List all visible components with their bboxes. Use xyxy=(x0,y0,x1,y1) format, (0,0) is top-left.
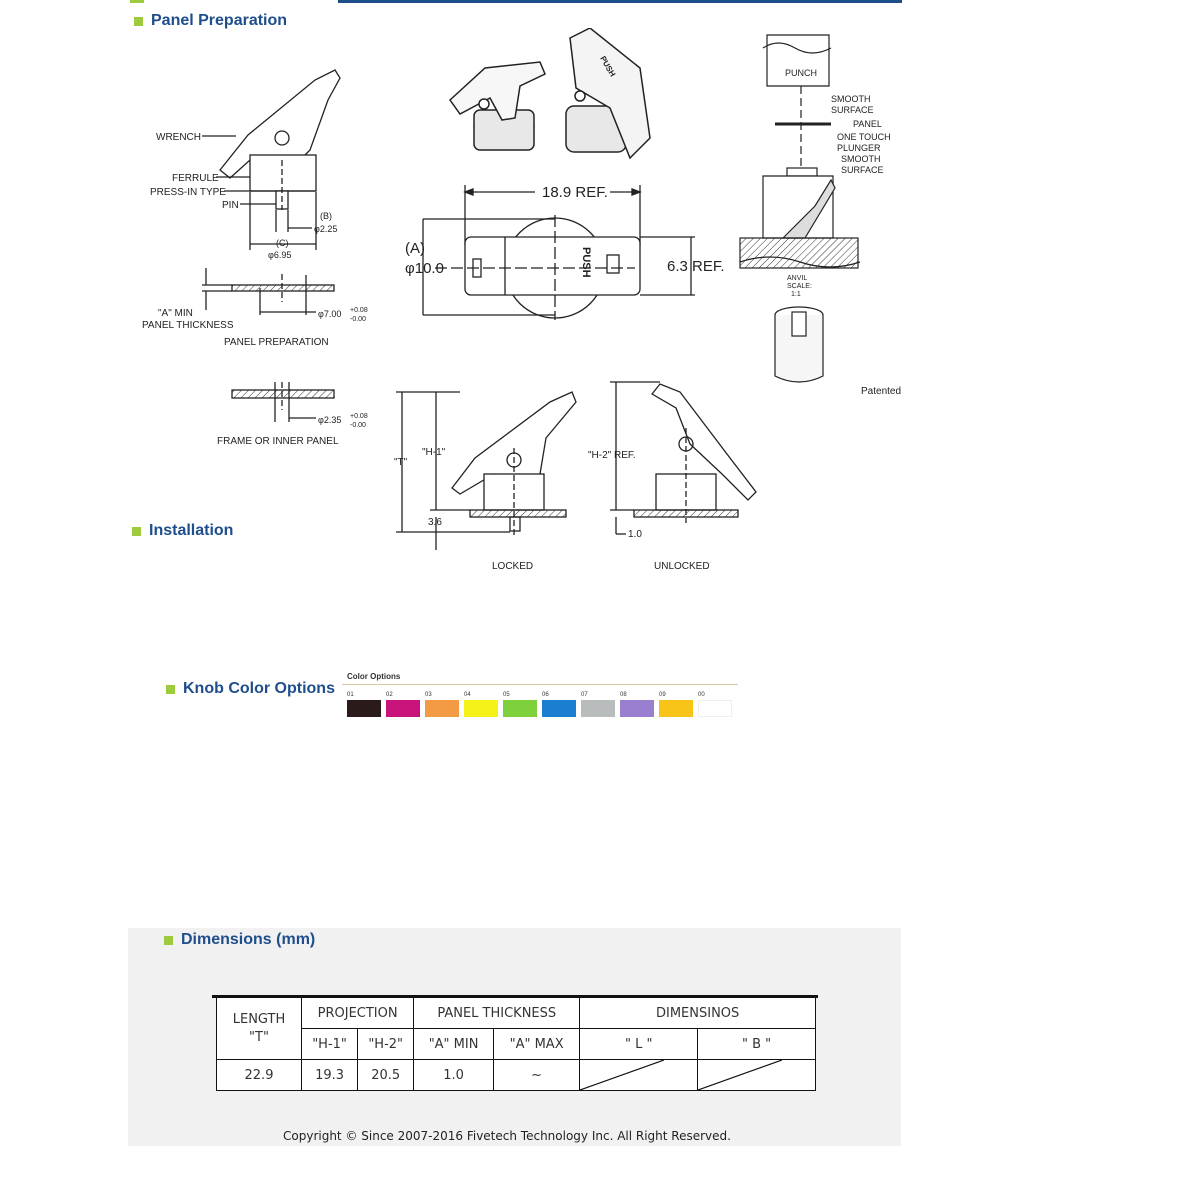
swatch-code: 08 xyxy=(620,692,627,698)
a-max-header: "A" MAX xyxy=(493,1029,579,1060)
c-value: φ6.95 xyxy=(268,250,292,260)
frame-tol-plus: +0.08 xyxy=(350,413,368,420)
frame-caption: FRAME OR INNER PANEL xyxy=(217,436,339,447)
smooth-surface-2-label: SMOOTH xyxy=(841,154,881,164)
diagonal-slash-icon xyxy=(698,1060,782,1090)
color-swatch[interactable] xyxy=(503,700,537,717)
swatch-code: 01 xyxy=(347,692,354,698)
h2-header: "H-2" xyxy=(358,1029,414,1060)
panel-preparation-drawing xyxy=(140,60,380,460)
frame-tol-minus: -0.00 xyxy=(350,422,366,429)
l-value-cell xyxy=(580,1060,698,1091)
height-ref-label: 6.3 REF. xyxy=(667,258,725,275)
panel-label: PANEL xyxy=(853,119,882,129)
b-value-cell xyxy=(698,1060,816,1091)
length-header-sub: "T" xyxy=(249,1029,269,1045)
t-label: "T" xyxy=(394,457,408,468)
h2-label: "H-2" REF. xyxy=(588,450,636,461)
color-options-title: Color Options xyxy=(347,672,401,681)
dimensions-table xyxy=(216,997,816,1091)
length-header-text: LENGTH xyxy=(232,1011,286,1027)
swatch-code: 00 xyxy=(698,692,705,698)
top-accent-bar xyxy=(130,0,144,3)
projection-header: PROJECTION xyxy=(302,998,414,1029)
h1-header: "H-1" xyxy=(302,1029,358,1060)
b-label: (B) xyxy=(320,211,332,221)
dimensinos-header: DIMENSINOS xyxy=(580,998,816,1029)
ferrule-label: FERRULE xyxy=(172,173,219,184)
panel-preparation-caption: PANEL PREPARATION xyxy=(224,337,329,348)
swatch-code: 07 xyxy=(581,692,588,698)
top-view-push-text: PUSH xyxy=(580,247,592,278)
scale-label: SCALE: xyxy=(787,283,812,290)
top-nav-bar xyxy=(338,0,902,3)
wrench-label: WRENCH xyxy=(156,132,201,143)
swatch-code: 02 xyxy=(386,692,393,698)
swatch-code: 05 xyxy=(503,692,510,698)
bullet-icon xyxy=(166,685,175,694)
h1-value-cell: 19.3 xyxy=(302,1060,358,1091)
punch-anvil-drawing xyxy=(735,30,925,405)
knob-color-options-title: Knob Color Options xyxy=(183,680,335,697)
diagonal-slash-icon xyxy=(580,1060,664,1090)
color-swatch[interactable] xyxy=(464,700,498,717)
locked-caption: LOCKED xyxy=(492,561,534,572)
latch-3d-renders xyxy=(440,28,680,168)
a-value: φ10.0 xyxy=(405,260,444,277)
color-options-divider xyxy=(342,684,738,685)
plunger-label: PLUNGER xyxy=(837,143,881,153)
bullet-icon xyxy=(164,936,173,945)
unlocked-caption: UNLOCKED xyxy=(654,561,710,572)
color-swatch[interactable] xyxy=(386,700,420,717)
patented-label: Patented xyxy=(861,386,902,397)
swatch-code: 04 xyxy=(464,692,471,698)
a-max-value-cell: ~ xyxy=(493,1060,579,1091)
hole-tol-plus: +0.08 xyxy=(350,307,368,314)
panel-thickness-header: PANEL THICKNESS xyxy=(414,998,580,1029)
color-swatch[interactable] xyxy=(698,700,732,717)
scale-value: 1:1 xyxy=(791,291,801,298)
knob-color-options-heading xyxy=(166,680,335,698)
l-header: " L " xyxy=(580,1029,698,1060)
frame-hole-dia-label: φ2.35 xyxy=(318,415,342,425)
color-swatch[interactable] xyxy=(659,700,693,717)
smooth-surface-1b-label: SURFACE xyxy=(831,105,874,115)
a-min-header: "A" MIN xyxy=(414,1029,494,1060)
dimensions-heading xyxy=(164,931,315,949)
length-header xyxy=(217,998,302,1060)
smooth-surface-2b-label: SURFACE xyxy=(841,165,884,175)
color-swatch[interactable] xyxy=(581,700,615,717)
smooth-surface-1-label: SMOOTH xyxy=(831,94,871,104)
dim-1-0-label: 1.0 xyxy=(628,529,642,540)
a-label: (A) xyxy=(405,240,425,257)
color-swatch[interactable] xyxy=(347,700,381,717)
a-min-label: "A" MIN xyxy=(158,308,193,319)
anvil-label: ANVIL xyxy=(787,275,808,282)
bullet-icon xyxy=(134,17,143,26)
panel-thickness-label: PANEL THICKNESS xyxy=(142,320,234,331)
color-options-panel xyxy=(342,670,738,725)
press-in-type-label: PRESS-IN TYPE xyxy=(150,187,226,198)
b-value: φ2.25 xyxy=(314,224,338,234)
color-swatch[interactable] xyxy=(425,700,459,717)
one-touch-label: ONE TOUCH xyxy=(837,132,891,142)
panel-preparation-title: Panel Preparation xyxy=(151,12,288,29)
dim-3-6-label: 3.6 xyxy=(428,517,442,528)
hole-tol-minus: -0.00 xyxy=(350,316,366,323)
color-swatch[interactable] xyxy=(542,700,576,717)
panel-preparation-heading xyxy=(134,12,287,30)
punch-label: PUNCH xyxy=(785,68,818,78)
copyright-text: Copyright © Since 2007-2016 Fivetech Technology Inc. All Right Reserved. xyxy=(283,1129,731,1143)
c-label: (C) xyxy=(276,238,289,248)
installation-drawing xyxy=(390,378,780,578)
top-view-drawing xyxy=(395,175,735,325)
dimensions-title: Dimensions (mm) xyxy=(181,931,316,948)
installation-heading xyxy=(132,522,233,540)
t-value-cell: 22.9 xyxy=(217,1060,302,1091)
width-ref-label: 18.9 REF. xyxy=(542,184,608,201)
pin-label: PIN xyxy=(222,200,239,211)
swatch-code: 06 xyxy=(542,692,549,698)
bullet-icon xyxy=(132,527,141,536)
color-swatch-list xyxy=(347,692,737,722)
b-header: " B " xyxy=(698,1029,816,1060)
render-push-text: PUSH xyxy=(598,54,618,79)
a-min-value-cell: 1.0 xyxy=(414,1060,494,1091)
h2-value-cell: 20.5 xyxy=(358,1060,414,1091)
hole-dia-label: φ7.00 xyxy=(318,309,342,319)
installation-title: Installation xyxy=(149,522,234,539)
color-swatch[interactable] xyxy=(620,700,654,717)
swatch-code: 09 xyxy=(659,692,666,698)
swatch-code: 03 xyxy=(425,692,432,698)
h1-label: "H-1" xyxy=(422,447,446,458)
